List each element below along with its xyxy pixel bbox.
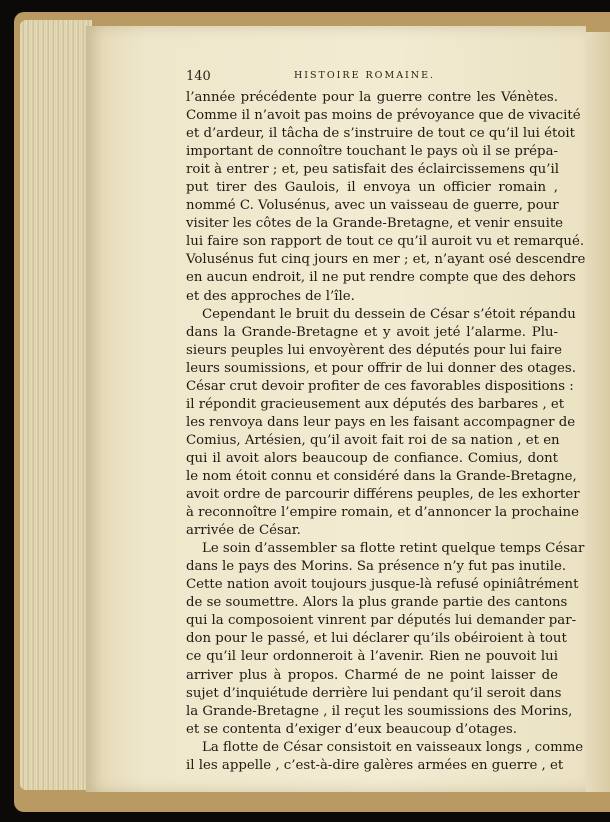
text-line: Volusénus fut cinq jours en mer ; et, n’ayant osé descendre [186,252,586,268]
text-line: le nom étoit connu et considéré dans la Grande-Bretagne, [186,468,577,484]
text-line: nommé C. Volusénus, avec un vaisseau de guerre, pour [186,198,559,214]
text-line: don pour le passé, et lui déclarer qu’ils obéiroient à tout [186,631,567,647]
text-line: et d’ardeur, il tâcha de s’instruire de tout ce qu’il lui étoit [186,126,575,142]
text-line: roit à entrer ; et, peu satisfait des éclaircissemens qu’il [186,162,559,178]
text-line: Cette nation avoit toujours jusque-là refusé opiniâtrément [186,577,579,593]
running-title: HISTOIRE ROMAINE. [294,70,436,81]
text-line: dans la Grande-Bretagne et y avoit jeté l’alarme. Plu- [186,324,558,340]
text-line: visiter les côtes de la Grande-Bretagne, et venir ensuite [186,216,564,232]
text-line: qui il avoit alors beaucoup de confiance. Comius, dont [186,450,558,466]
text-line: leurs soumissions, et pour offrir de lui donner des otages. [186,360,576,376]
text-line: dans le pays des Morins. Sa présence n’y fut pas inutile. [186,559,567,575]
text-line: lui faire son rapport de tout ce qu’il auroit vu et remarqué. [186,234,585,250]
text-line: et se contenta d’exiger d’eux beaucoup d’otages. [186,721,517,737]
text-line: Comius, Artésien, qu’il avoit fait roi de sa nation , et en [186,432,560,448]
text-line: ce qu’il leur ordonneroit à l’avenir. Rien ne pouvoit lui [186,649,558,665]
text-line: Cependant le bruit du dessein de César s’étoit répandu [202,306,576,322]
text-line: avoit ordre de parcourir différens peuples, de les exhorter [186,487,580,503]
text-line: en aucun endroit, il ne put rendre compte que des dehors [186,270,576,286]
text-line: arrivée de César. [186,523,301,539]
page-edges [20,20,92,790]
text-line: et des approches de l’île. [186,288,355,304]
facing-page-edge [586,32,610,792]
text-line: sieurs peuples lui envoyèrent des députés pour lui faire [186,342,562,358]
text-line: il les appelle , c’est-à-dire galères armées en guerre , et [186,757,564,773]
text-line: il répondit gracieusement aux députés des barbares , et [186,396,565,412]
text-line: Comme il n’avoit pas moins de prévoyance que de vivacité [186,108,581,124]
text-line: sujet d’inquiétude derrière lui pendant qu’il seroit dans [186,685,562,701]
text-line: qui la composoient vinrent par députés lui demander par- [186,613,577,629]
text-line: César crut devoir profiter de ces favorables dispositions : [186,378,574,394]
text-line: la Grande-Bretagne , il reçut les soumissions des Morins, [186,703,573,719]
text-line: à reconnoître l’empire romain, et d’annoncer la prochaine [186,505,579,521]
text-line: de se soumettre. Alors la plus grande partie des cantons [186,595,568,611]
page-number: 140 [186,69,211,84]
text-line: put tirer des Gaulois, il envoya un officier romain , [186,180,558,196]
text-line: important de connoître touchant le pays où il se prépa- [186,144,558,160]
text-line: arriver plus à propos. Charmé de ne point laisser de [186,667,558,683]
text-line: La flotte de César consistoit en vaisseaux longs , comme [202,739,584,755]
page-header [186,69,558,85]
text-line: Le soin d’assembler sa flotte retint quelque temps César [202,541,585,557]
text-line: l’année précédente pour la guerre contre les Vénètes. [186,90,558,105]
text-line: les renvoya dans leur pays en les faisant accompagner de [186,414,576,430]
body-text [186,89,586,775]
